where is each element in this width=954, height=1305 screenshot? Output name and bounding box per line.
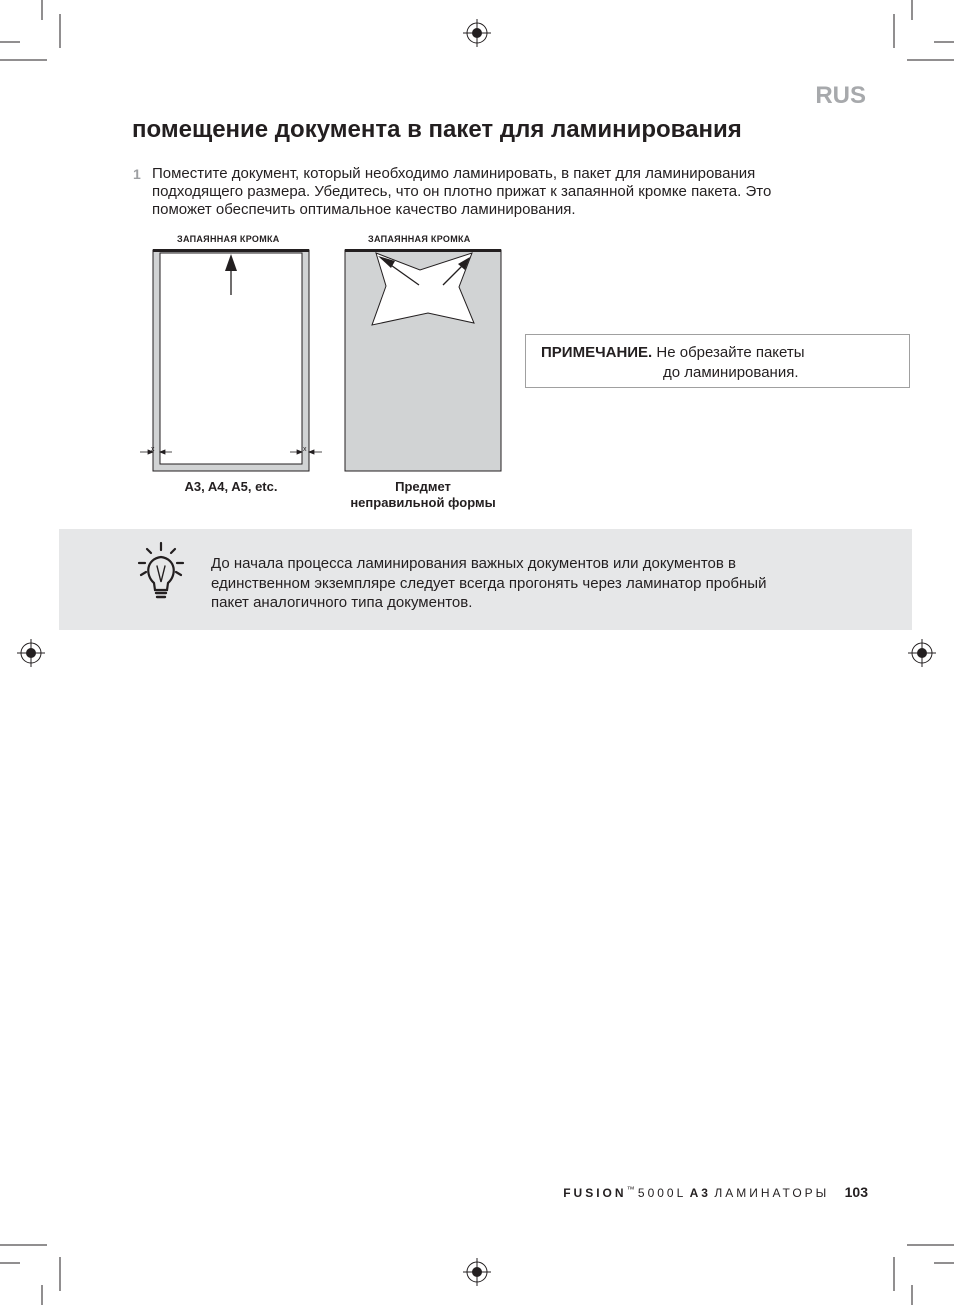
- tip-text-line: единственном экземпляре следует всегда прогонять через ламинатор пробный: [211, 574, 767, 592]
- sealed-edge-label-left: ЗАПАЯННАЯ КРОМКА: [177, 234, 280, 244]
- step-text-line: подходящего размера. Убедитесь, что он плотно прижат к запаянной кромке пакета. Это: [152, 183, 772, 200]
- page-number: 103: [844, 1184, 868, 1200]
- standard-pouch-caption: A3, A4, A5, etc.: [184, 479, 278, 494]
- note-label: ПРИМЕЧАНИЕ.: [541, 344, 653, 361]
- tip-text-line: пакет аналогичного типа документов.: [211, 594, 473, 611]
- margin-label: x: [303, 446, 307, 453]
- margin-label: x: [151, 446, 155, 453]
- step-text-line: поможет обеспечить оптимальное качество ламинирования.: [152, 201, 576, 218]
- note-text-line: до ламинирования.: [663, 364, 799, 381]
- caption-line: неправильной формы: [350, 495, 496, 510]
- footer-model: 5000L: [637, 1186, 687, 1200]
- footer-brand: FUSION: [563, 1186, 627, 1200]
- section-title: помещение документа в пакет для ламинирования: [132, 116, 742, 143]
- note-text-line: Не обрезайте пакеты: [656, 344, 805, 361]
- step-text-line: Поместите документ, который необходимо ламинировать, в пакет для ламинирования: [152, 165, 756, 182]
- sealed-edge-label-right: ЗАПАЯННАЯ КРОМКА: [368, 234, 471, 244]
- tip-text: [211, 554, 851, 613]
- language-code: RUS: [815, 82, 866, 109]
- tip-text-line: До начала процесса ламинирования важных документов или документов в: [211, 555, 736, 572]
- lightbulb-icon: [139, 543, 183, 597]
- footer-trademark: ™: [626, 1185, 635, 1194]
- caption-line: Предмет: [395, 479, 451, 494]
- page-footer: [480, 1184, 868, 1200]
- step-number: 1: [133, 166, 141, 182]
- footer-product: ЛАМИНАТОРЫ: [714, 1186, 830, 1200]
- footer-size: A3: [689, 1186, 711, 1200]
